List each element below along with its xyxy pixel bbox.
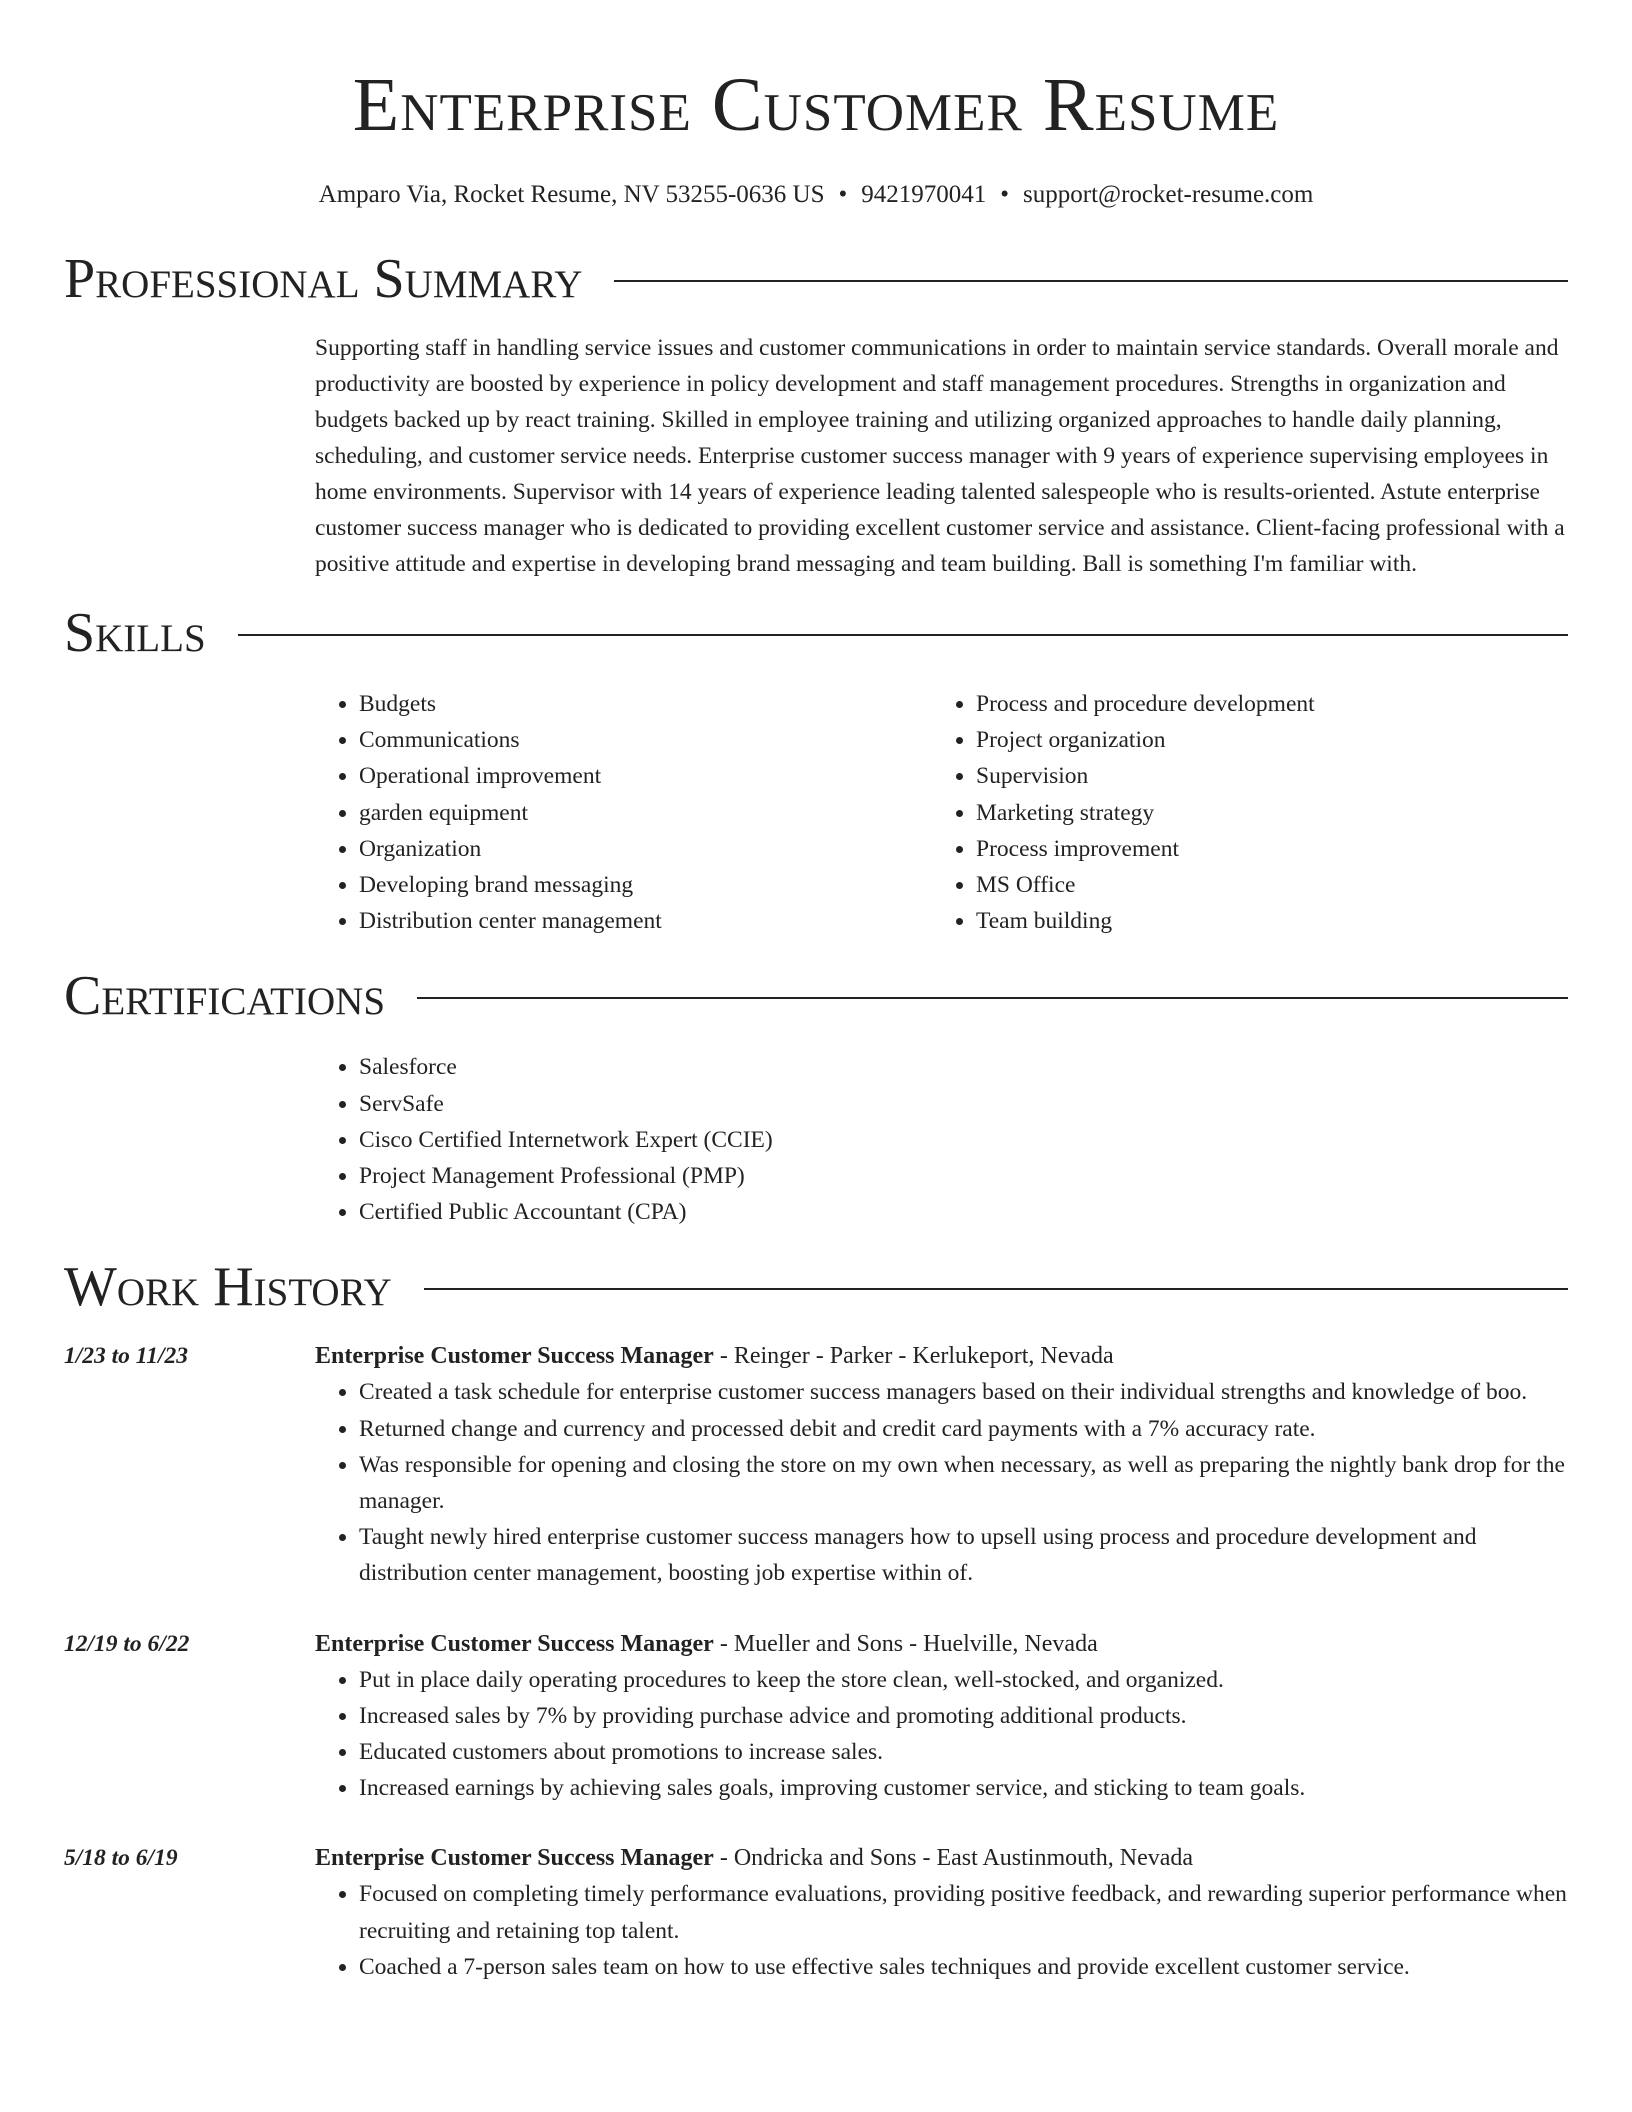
skill-item: • Supervision bbox=[976, 758, 1549, 794]
skill-item: • Marketing strategy bbox=[976, 795, 1549, 831]
job-dates: 5/18 to 6/19 bbox=[64, 1845, 178, 1872]
job-body bbox=[315, 1840, 1568, 1985]
job-bullet: • Taught newly hired enterprise customer success managers how to upsell using process and procedure development and distribution center management, boosting job expertise within of. bbox=[359, 1519, 1568, 1591]
separator-dot: • bbox=[1000, 181, 1010, 208]
skill-item: • garden equipment bbox=[359, 795, 932, 831]
skill-item: • Process improvement bbox=[976, 831, 1549, 867]
skill-item: • Distribution center management bbox=[359, 903, 932, 939]
skill-item: • Organization bbox=[359, 831, 932, 867]
skill-item: • Communications bbox=[359, 722, 932, 758]
job-bullets bbox=[315, 1662, 1568, 1807]
certifications-heading: Certifications bbox=[64, 965, 386, 1028]
job-dates: 12/19 to 6/22 bbox=[64, 1630, 190, 1657]
skill-item: • MS Office bbox=[976, 867, 1549, 903]
job-entry bbox=[64, 1626, 1568, 1807]
section-divider bbox=[417, 997, 1568, 999]
summary-text: Supporting staff in handling service issues and customer communications in order to maintain service standards. Overall morale and productivity are boosted by experience in policy development and staff management procedures. Strengths in organization and budgets backed up by react training. Skilled in employee training and utilizing organized approaches to handle daily planning, scheduling, and customer service needs. Enterprise customer success manager with 9 years of experience supervising employees in home environments. Supervisor with 14 years of experience leading talented salespeople who is results-oriented. Astute enterprise customer success manager who is dedicated to providing excellent customer service and assistance. Client-facing professional with a positive attitude and expertise in developing brand messaging and team building. Ball is something I'm familiar with. bbox=[315, 335, 1565, 577]
job-bullet: • Put in place daily operating procedures to keep the store clean, well-stocked, and organized. bbox=[359, 1662, 1568, 1698]
job-body bbox=[315, 1338, 1568, 1591]
job-header bbox=[315, 1626, 1568, 1662]
work-section-header bbox=[64, 1254, 1568, 1320]
job-entry bbox=[64, 1338, 1568, 1591]
resume-page bbox=[64, 0, 1568, 1985]
work-heading: Work History bbox=[64, 1256, 392, 1319]
job-bullet: • Increased sales by 7% by providing purchase advice and promoting additional products. bbox=[359, 1698, 1568, 1734]
contact-address: Amparo Via, Rocket Resume, NV 53255-0636 US bbox=[318, 181, 825, 208]
job-header bbox=[315, 1840, 1568, 1876]
job-bullet: • Educated customers about promotions to increase sales. bbox=[359, 1734, 1568, 1770]
job-bullet: • Focused on completing timely performance evaluations, providing positive feedback, and rewarding superior performance when recruiting and retaining top talent. bbox=[359, 1876, 1568, 1948]
certification-item: • Project Management Professional (PMP) bbox=[359, 1158, 1568, 1194]
contact-line bbox=[64, 180, 1568, 210]
certifications-section-header bbox=[64, 963, 1568, 1029]
contact-phone: 9421970041 bbox=[861, 181, 987, 208]
job-bullets bbox=[315, 1876, 1568, 1985]
skills-grid bbox=[315, 686, 1568, 939]
skill-item: • Developing brand messaging bbox=[359, 867, 932, 903]
job-bullet: • Returned change and currency and processed debit and credit card payments with a 7% accuracy rate. bbox=[359, 1411, 1568, 1447]
job-company: - Reinger - Parker - Kerlukeport, Nevada bbox=[713, 1343, 1114, 1370]
job-bullet: • Was responsible for opening and closing the store on my own when necessary, as well as preparing the nightly bank drop for the manager. bbox=[359, 1447, 1568, 1519]
section-divider bbox=[238, 634, 1568, 636]
section-divider bbox=[614, 280, 1568, 282]
job-role: Enterprise Customer Success Manager bbox=[315, 1343, 714, 1370]
separator-dot: • bbox=[838, 181, 848, 208]
section-divider bbox=[424, 1288, 1568, 1290]
skills-column-right bbox=[932, 686, 1549, 939]
certification-item: • Cisco Certified Internetwork Expert (CCIE) bbox=[359, 1122, 1568, 1158]
certifications-list bbox=[315, 1049, 1568, 1230]
summary-heading: Professional Summary bbox=[64, 248, 583, 310]
job-bullet: • Coached a 7-person sales team on how to use effective sales techniques and provide excellent customer service. bbox=[359, 1949, 1568, 1985]
job-bullet: • Created a task schedule for enterprise customer success managers based on their individual strengths and knowledge of boo. bbox=[359, 1374, 1568, 1410]
certification-item: • Salesforce bbox=[359, 1049, 1568, 1085]
resume-title: Enterprise Customer Resume bbox=[352, 63, 1280, 147]
job-dates: 1/23 to 11/23 bbox=[64, 1343, 189, 1370]
skill-item: • Project organization bbox=[976, 722, 1549, 758]
job-header bbox=[315, 1338, 1568, 1374]
skill-item: • Budgets bbox=[359, 686, 932, 722]
skills-section-header bbox=[64, 600, 1568, 666]
job-role: Enterprise Customer Success Manager bbox=[315, 1630, 714, 1657]
job-bullets bbox=[315, 1374, 1568, 1591]
job-entry bbox=[64, 1840, 1568, 1985]
certification-item: • ServSafe bbox=[359, 1086, 1568, 1122]
skills-column-left bbox=[315, 686, 932, 939]
job-company: - Mueller and Sons - Huelville, Nevada bbox=[713, 1630, 1098, 1657]
certification-item: • Certified Public Accountant (CPA) bbox=[359, 1194, 1568, 1230]
job-body bbox=[315, 1626, 1568, 1807]
job-company: - Ondricka and Sons - East Austinmouth, Nevada bbox=[713, 1845, 1194, 1872]
summary-section-header bbox=[64, 246, 1568, 312]
contact-email: support@rocket-resume.com bbox=[1023, 181, 1314, 208]
job-bullet: • Increased earnings by achieving sales goals, improving customer service, and sticking to team goals. bbox=[359, 1770, 1568, 1806]
skill-item: • Process and procedure development bbox=[976, 686, 1549, 722]
skills-heading: Skills bbox=[64, 602, 206, 664]
skill-item: • Operational improvement bbox=[359, 758, 932, 794]
job-role: Enterprise Customer Success Manager bbox=[315, 1845, 714, 1872]
skill-item: • Team building bbox=[976, 903, 1549, 939]
